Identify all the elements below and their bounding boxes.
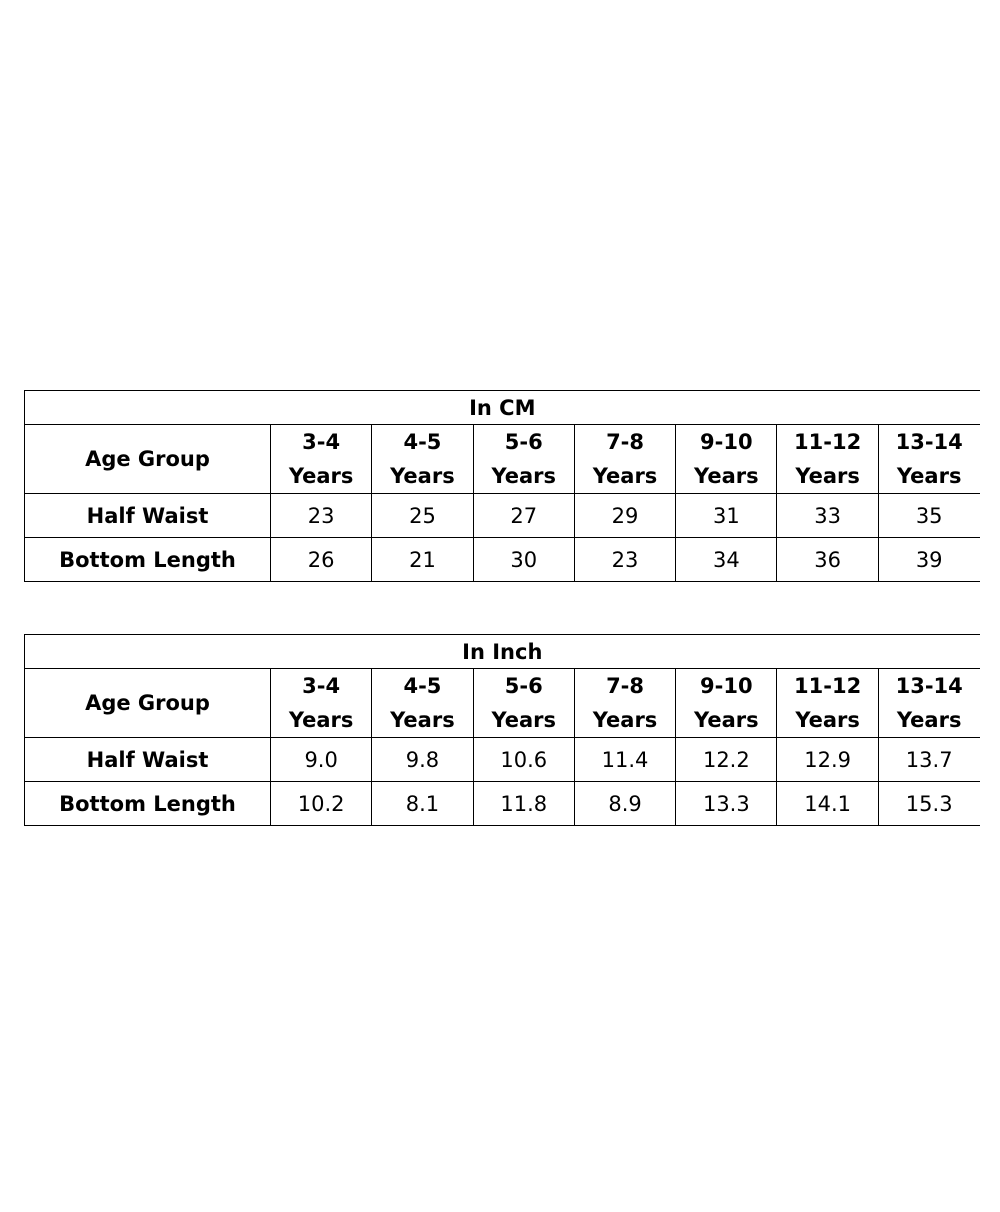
size-table-cm (24, 390, 980, 582)
table-cell: 26 (271, 538, 372, 582)
age-range: 5-6 (504, 430, 543, 454)
column-header (777, 425, 878, 494)
age-unit: Years (491, 464, 557, 488)
table-cell: 13.3 (676, 782, 777, 826)
table-cell: 8.9 (574, 782, 675, 826)
age-range: 13-14 (895, 674, 963, 698)
table-row (25, 738, 980, 782)
table-cell: 23 (271, 494, 372, 538)
age-range: 5-6 (504, 674, 543, 698)
column-header (473, 669, 574, 738)
column-header (777, 669, 878, 738)
table-cell: 11.4 (574, 738, 675, 782)
table-cell: 12.2 (676, 738, 777, 782)
column-header (271, 669, 372, 738)
column-header (878, 669, 979, 738)
table-cell: 21 (372, 538, 473, 582)
table-cell: 8.1 (372, 782, 473, 826)
table-cell: 27 (473, 494, 574, 538)
age-range: 11-12 (794, 430, 862, 454)
table-cell: 30 (473, 538, 574, 582)
size-table-inch (24, 634, 980, 826)
age-range: 3-4 (302, 674, 341, 698)
age-unit: Years (896, 464, 962, 488)
table-title: In CM (25, 391, 980, 425)
table-cell: 10.2 (271, 782, 372, 826)
table-cell: 9.8 (372, 738, 473, 782)
row-label: Bottom Length (25, 538, 271, 582)
table-cell: 9.0 (271, 738, 372, 782)
column-header (372, 669, 473, 738)
table-cell: 15.3 (878, 782, 979, 826)
table-cell: 13.7 (878, 738, 979, 782)
column-header (676, 425, 777, 494)
age-unit: Years (795, 464, 860, 488)
table-row (25, 782, 980, 826)
age-unit: Years (896, 708, 962, 732)
table-cell: 36 (777, 538, 878, 582)
age-range: 7-8 (606, 430, 645, 454)
table-cell: 11.8 (473, 782, 574, 826)
age-unit: Years (390, 708, 455, 732)
column-header (574, 669, 675, 738)
age-group-header: Age Group (25, 669, 271, 738)
column-header (676, 669, 777, 738)
age-range: 4-5 (403, 674, 442, 698)
age-range: 9-10 (700, 674, 753, 698)
column-header (372, 425, 473, 494)
age-unit: Years (694, 464, 759, 488)
table-cell: 29 (574, 494, 675, 538)
table-cell: 31 (676, 494, 777, 538)
age-unit: Years (795, 708, 860, 732)
table-cell: 10.6 (473, 738, 574, 782)
age-unit: Years (288, 708, 354, 732)
age-unit: Years (390, 464, 455, 488)
age-unit: Years (491, 708, 557, 732)
row-label: Half Waist (25, 494, 271, 538)
age-range: 13-14 (895, 430, 963, 454)
table-cell: 23 (574, 538, 675, 582)
age-unit: Years (288, 464, 354, 488)
table-cell: 35 (878, 494, 979, 538)
age-unit: Years (694, 708, 759, 732)
table-cell: 12.9 (777, 738, 878, 782)
row-label: Half Waist (25, 738, 271, 782)
age-group-header: Age Group (25, 425, 271, 494)
column-header (271, 425, 372, 494)
age-range: 9-10 (700, 430, 753, 454)
table-row (25, 494, 980, 538)
table-cell: 34 (676, 538, 777, 582)
table-title: In Inch (25, 635, 980, 669)
age-range: 7-8 (606, 674, 645, 698)
table-cell: 39 (878, 538, 979, 582)
age-unit: Years (592, 708, 658, 732)
column-header (878, 425, 979, 494)
table-row (25, 538, 980, 582)
row-label: Bottom Length (25, 782, 271, 826)
age-range: 3-4 (302, 430, 341, 454)
age-unit: Years (592, 464, 658, 488)
age-range: 11-12 (794, 674, 862, 698)
table-cell: 33 (777, 494, 878, 538)
age-range: 4-5 (403, 430, 442, 454)
table-cell: 14.1 (777, 782, 878, 826)
table-cell: 25 (372, 494, 473, 538)
column-header (574, 425, 675, 494)
column-header (473, 425, 574, 494)
